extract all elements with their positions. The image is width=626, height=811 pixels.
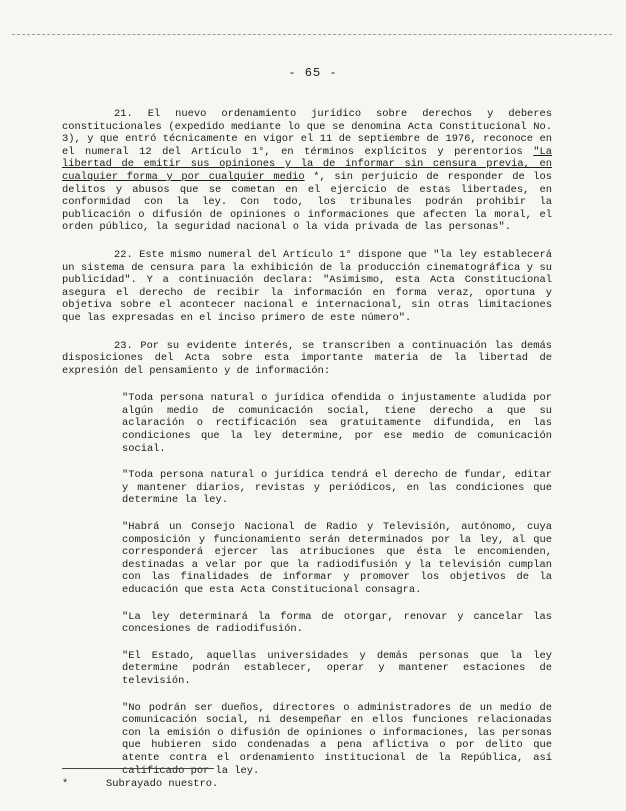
paragraph-22: 22. Este mismo numeral del Artículo 1° dispone que "la ley establecerá un sistema de censura para la exhibición de la producción cinematográfica y su publicidad". Y a continuación declara: "Asimismo, esta Acta Constitucional asegura el derecho de recibir la información en forma veraz, oportuna y objetiva sobre el acontecer nacional e internacional, sin otras limitaciones que las expresadas en el inciso primero de este número". — [62, 248, 552, 324]
paragraph-21-lead: 21. El nuevo ordenamiento jurídico sobre derechos y deberes constitucionales (expedido mediante lo que se denomina Acta Constitucional No. 3), y que entró técnicamente en vigor el 11 de septiembre de 1976, reconoce en el numeral 12 del Artículo 1°, en términos explícitos y perentorios — [62, 108, 552, 158]
quote-item: "Toda persona natural o jurídica ofendida o injustamente aludida por algún medio de comunicación social, tiene derecho a que su aclaración o rectificación sea gratuitamente difundida, en las condiciones que la ley determine, por ese medio de comunicación social. — [122, 392, 552, 455]
quote-item: "No podrán ser dueños, directores o administradores de un medio de comunicación social, ni desempeñar en ellos funciones relacionadas con la emisión o difusión de opiniones o informaciones, las personas que hubieren sido condenadas a pena aflictiva o por delito que atente contra el ordenamiento institucional de la República, así calificado por la ley. — [122, 701, 552, 777]
footnote-mark: * — [62, 778, 69, 790]
footnote-text: Subrayado nuestro. — [106, 778, 219, 790]
paragraph-21-rest: *, sin perjuicio de responder de los delitos y abusos que se cometan en el ejercicio de estas libertades, en conformidad con la ley. Con todo, los tribunales podrán prohibir la publicación o difusión de opiniones o informaciones que afecten la moral, el orden público, la seguridad nacional o la vida privada de las personas". — [62, 170, 552, 234]
quote-item: "El Estado, aquellas universidades y demás personas que la ley determine podrán establecer, operar y mantener estaciones de televisión. — [122, 649, 552, 687]
paragraph-21-underlined-quote: "La libertad de emitir sus opiniones y la de informar sin censura previa, en cualquier forma y por cualquier medio — [62, 145, 552, 183]
scan-top-edge — [12, 34, 612, 35]
page-number: - 65 - — [288, 66, 338, 80]
footnote-divider — [62, 768, 214, 769]
quote-item: "Toda persona natural o jurídica tendrá el derecho de fundar, editar y mantener diarios, revistas y periódicos, en las condiciones que determine la ley. — [122, 469, 552, 507]
document-body — [62, 108, 552, 791]
paragraph-21 — [62, 108, 552, 234]
quote-item: "La ley determinará la forma de otorgar, renovar y cancelar las concesiones de radiodifusión. — [122, 610, 552, 636]
quote-item: "Habrá un Consejo Nacional de Radio y Televisión, autónomo, cuya composición y funcionamiento serán determinados por la ley, al que corresponderá ejercer las atribuciones que ésta le encomienden, destinadas a velar por que la radiodifusión y la televisión cumplan con las finalidades de informar y promover los objetivos de la educación que esta Acta Constitucional consagra. — [122, 521, 552, 596]
paragraph-23: 23. Por su evidente interés, se transcriben a continuación las demás disposiciones del Acta sobre esta importante materia de la libertad de expresión del pensamiento y de información: — [62, 339, 552, 377]
footnote — [62, 778, 218, 790]
